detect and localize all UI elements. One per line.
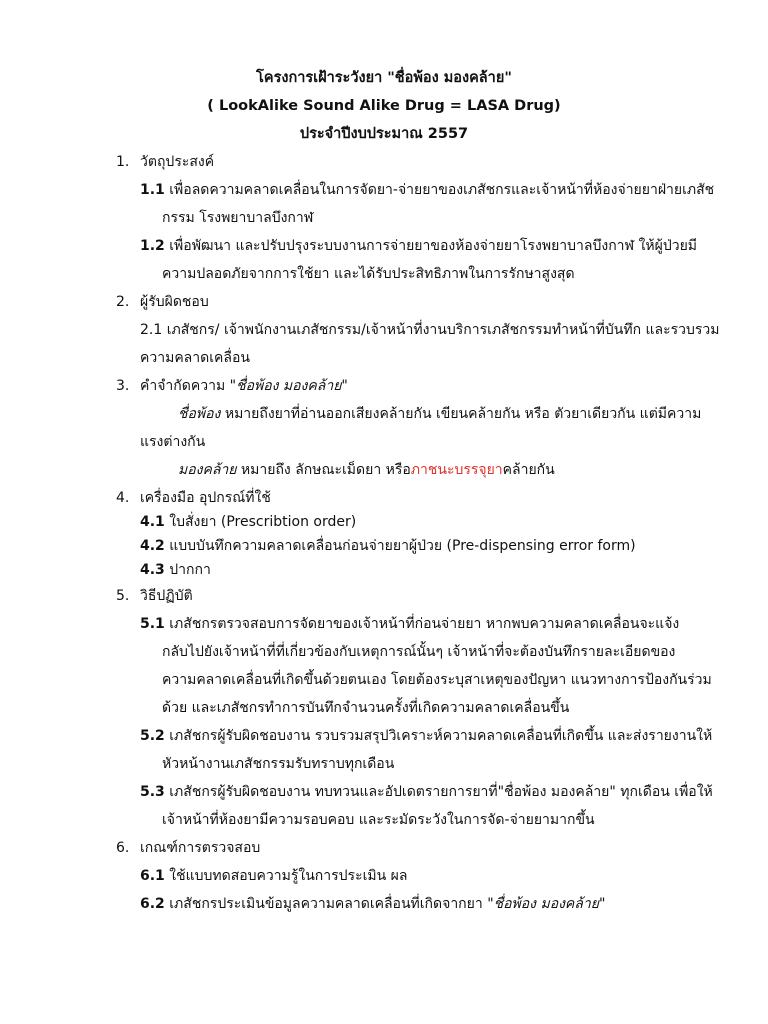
item-6-2: 6.2 เภสัชกรประเมินข้อมูลความคลาดเคลื่อนที่เกิดจากยา "ชื่อพ้อง มองคล้าย" [140,896,606,912]
section-4-heading: 4. เครื่องมือ อุปกรณ์ที่ใช้ [116,490,271,506]
definition-1: ชื่อพ้อง หมายถึงยาที่อ่านออกเสียงคล้ายกัน เขียนคล้ายกัน หรือ ตัวยาเดียวกัน แต่มีความ [178,406,702,422]
section-2-heading: 2. ผู้รับผิดชอบ [116,294,209,310]
item-5-1: 5.1 เภสัชกรตรวจสอบการจัดยาของเจ้าหน้าที่ก่อนจ่ายยา หากพบความคลาดเคลื่อนจะแจ้ง [140,616,680,632]
document-title: โครงการเฝ้าระวังยา "ชื่อพ้อง มองคล้าย" [256,70,512,86]
item-6-1: 6.1 ใช้แบบทดสอบความรู้ในการประเมิน ผล [140,868,408,884]
item-1-2: 1.2 เพื่อพัฒนา และปรับปรุงระบบงานการจ่ายยาของห้องจ่ายยาโรงพยาบาลบึงกาฬ ให้ผู้ป่วยมี [140,238,698,254]
item-1-1: 1.1 เพื่อลดความคลาดเคลื่อนในการจัดยา-จ่ายยาของเภสัชกรและเจ้าหน้าที่ห้องจ่ายยาฝ่ายเภสัช [140,182,715,198]
fiscal-year: ประจำปีงบประมาณ 2557 [299,126,469,142]
section-1-heading: 1. วัตถุประสงค์ [116,154,215,170]
item-5-1-cont-1: กลับไปยังเจ้าหน้าที่ที่เกี่ยวข้องกับเหตุการณ์นั้นๆ เจ้าหน้าที่จะต้องบันทึกรายละเอียดของ [162,644,676,660]
definition-1-cont: แรงต่างกัน [140,434,206,450]
section-5-heading: 5. วิธีปฏิบัติ [116,588,193,604]
section-3-heading: 3. คำจำกัดความ "ชื่อพ้อง มองคล้าย" [116,378,348,394]
document-subtitle: ( LookAlike Sound Alike Drug = LASA Drug) [207,98,561,114]
item-1-2-cont: ความปลอดภัยจากการใช้ยา และได้รับประสิทธิภาพในการรักษาสูงสุด [162,266,575,282]
item-2-1-cont: ความคลาดเคลื่อน [140,350,250,366]
item-5-1-cont-3: ด้วย และเภสัชกรทำการบันทึกจำนวนครั้งที่เกิดความคลาดเคลื่อนขึ้น [162,700,570,716]
item-5-2: 5.2 เภสัชกรผู้รับผิดชอบงาน รวบรวมสรุปวิเคราะห์ความคลาดเคลื่อนที่เกิดขึ้น และส่งรายงานให้ [140,728,713,744]
item-1-1-cont: กรรม โรงพยาบาลบึงกาฬ [162,210,314,226]
item-5-2-cont: หัวหน้างานเภสัชกรรมรับทราบทุกเดือน [162,756,395,772]
item-5-3: 5.3 เภสัชกรผู้รับผิดชอบงาน ทบทวนและอัปเดตรายการยาที่"ชื่อพ้อง มองคล้าย" ทุกเดือน เพื่อให้ [140,784,713,800]
highlight-text: ภาชนะบรรจุยา [410,462,503,478]
item-4-1: 4.1 ใบสั่งยา (Prescribtion order) [140,514,357,530]
item-5-1-cont-2: ความคลาดเคลื่อนที่เกิดขึ้นด้วยตนเอง โดยต้องระบุสาเหตุของปัญหา แนวทางการป้องกันร่วม [162,672,712,688]
definition-2: มองคล้าย หมายถึง ลักษณะเม็ดยา หรือภาชนะบรรจุยาคล้ายกัน [178,462,555,478]
item-4-2: 4.2 แบบบันทึกความคลาดเคลื่อนก่อนจ่ายยาผู้ป่วย (Pre-dispensing error form) [140,538,636,554]
section-6-heading: 6. เกณฑ์การตรวจสอบ [116,840,261,856]
item-2-1: 2.1 เภสัชกร/ เจ้าพนักงานเภสัชกรรม/เจ้าหน้าที่งานบริการเภสัชกรรมทำหน้าที่บันทึก และรวบรวม [140,322,720,338]
item-5-3-cont: เจ้าหน้าที่ห้องยามีความรอบคอบ และระมัดระวังในการจัด-จ่ายยามากขึ้น [162,812,595,828]
item-4-3: 4.3 ปากกา [140,562,211,578]
